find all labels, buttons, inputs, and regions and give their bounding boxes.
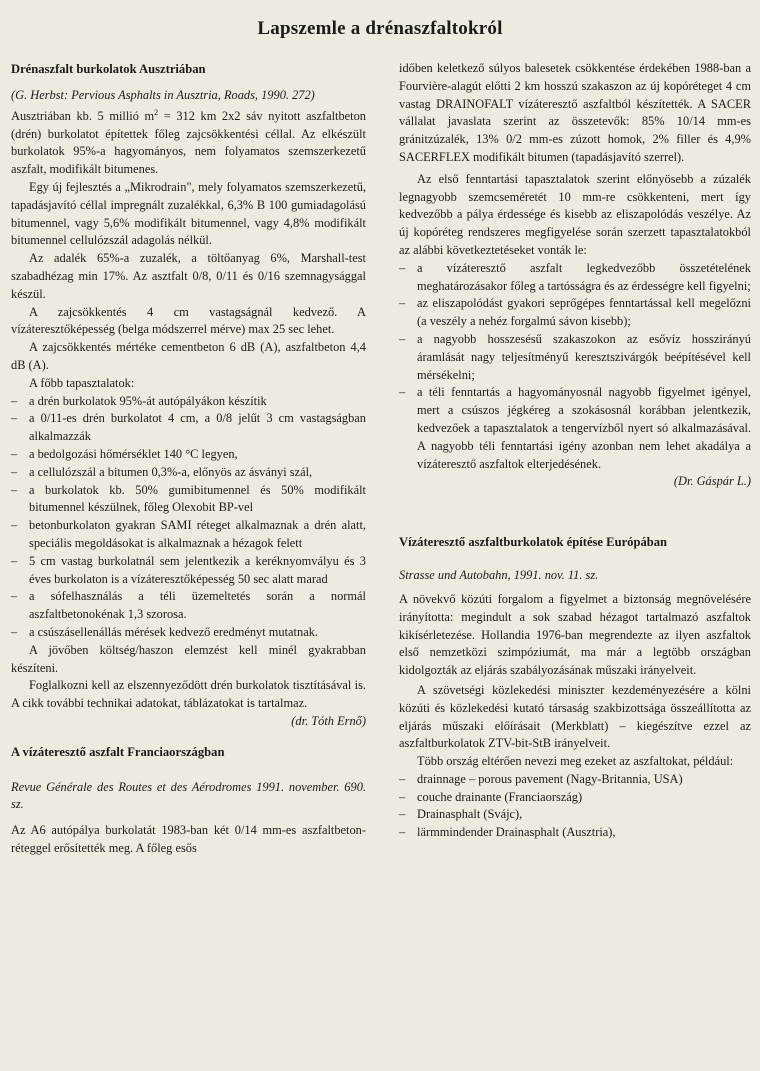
- source-citation: Strasse und Autobahn, 1991. nov. 11. sz.: [399, 568, 599, 583]
- page-title: Lapszemle a drénaszfaltokról: [257, 18, 503, 39]
- paragraph: Az A6 autópálya burkolatát 1983-ban két 0/14 mm-es aszfaltbeton-réteggel erősítették meg. A főleg esős: [11, 823, 366, 856]
- list-item: – a burkolatok kb. 50% gumibitumennel és 50% modifikált bitumennel készülnek, főleg Olexobit BP-vel: [11, 482, 366, 515]
- paragraph: A növekvő közúti forgalom a figyelmet a biztonság megnövelésére irányította: megindult a sok szabad hézagot tartalmazó aszfaltok kikísérletezése. Hollandia 1976-ban megrendezte az ilyen aszfaltok első nemzetközi szimpóziumát, ma már a legtöbb országban kidolgozták az eljárás szabályozásának műszaki irányelveit.: [399, 591, 751, 678]
- list-item: – a bedolgozási hőmérséklet 140 °C legyen,: [11, 446, 238, 461]
- list-item: – a sófelhasználás a téli üzemeltetés során a normál aszfaltbetonokénak 1,3 szorosa.: [11, 589, 366, 622]
- list-item: – a nagyobb hosszesésű szakaszokon az esővíz hosszirányú áramlását nagy teljesítményű keresztszivárgók beépítésével kell mérsékelni;: [399, 331, 751, 382]
- author-signature: (Dr. Gáspár L.): [673, 474, 751, 489]
- paragraph: A zajcsökkentés mértéke cementbeton 6 dB (A), aszfaltbeton 4,4 dB (A).: [11, 340, 366, 372]
- section-heading: A vízáteresztő aszfalt Franciaországban: [11, 744, 225, 759]
- list-item: – az eliszapolódást gyakori seprőgépes fenntartással kell megelőzni (a veszély a nehéz forgalmú sávon kisebb);: [399, 296, 751, 329]
- paragraph: A főbb tapasztalatok:: [29, 375, 135, 390]
- list-item: – a vízáteresztő aszfalt legkedvezőbb összetételének meghatározásakor főleg a tartósságra és az érdességre kell figyelni;: [399, 260, 751, 293]
- list-item: – a téli fenntartás a hagyományosnál nagyobb figyelmet igényel, mert a csúszos jégkéreg a szokásosnál korábban jelentkezik, kedvezőek a tapasztalatok a tengervízből nyert só alkalmazásával. A nagyobb téli fenntartási igény azonban nem lehet akadálya a vízáteresztő aszfaltok elterjedésének.: [399, 385, 751, 471]
- bullet-list: [11, 393, 366, 642]
- list-item: – 5 cm vastag burkolatnál sem jelentkezik a keréknyomvályu és 3 éves burkolaton is a vízáteresztőképesség 50 sec alatt marad: [11, 553, 366, 586]
- list-item: – a drén burkolatok 95%-át autópályákon készítik: [11, 393, 267, 408]
- paragraph: időben keletkező súlyos balesetek csökkentése érdekében 1988-ban a Fourvière-alagút előtti 2 km hosszú szakaszon az új kopóréteget 4 cm vastag DRAINOFALT vízáteresztő aszfaltból készítették. A SACER vállalat javaslata szerint az összetevők: 85% 10/14 mm-es gránitzúzalék, 13% 0/2 mm-es zúzott homok, 2% filler és 4,9% SACERFLEX modifikált bitumen (tapadásjavító szerrel).: [399, 61, 751, 164]
- paragraph: Az adalék 65%-a zuzalék, a töltőanyag 6%, Marshall-test szabadhézag min 17%. Az asztfalt 0/8, 0/11 és 0/16 szemnagysággal készül.: [11, 251, 366, 301]
- list-item: – a 0/11-es drén burkolatot 4 cm, a 0/8 jelűt 3 cm vastagságban alkalmazzák: [11, 411, 366, 444]
- author-signature: (dr. Tóth Ernő): [291, 713, 366, 728]
- list-item: – Drainasphalt (Svájc),: [399, 807, 523, 822]
- paragraph: Több ország eltérően nevezi meg ezeket az aszfaltokat, például:: [417, 754, 734, 769]
- paragraph: Az első fenntartási tapasztalatok szerint előnyösebb a zúzalék legnagyobb szemcseméretét 10 mm-re csökkenteni, mert így kedvezőbb a pálya érdessége és kisebb az eliszapolódás veszélye. Az új kopóréteg rendszeres megfigyelése során szerzett tapasztalatokból az alábbi következtetéseket vonták le:: [399, 171, 751, 257]
- paragraph: Egy új fejlesztés a „Mikrodrain", mely folyamatos szemszerkezetű, tapadásjavító céllal impregnált zuzalékkal, 6,3% B 100 gumiadagolású bitumennel, vagy 5,6% modifikált bitumennel, vagy 4,8% modifikált bitumennel cellulózszál adagolás nélkül.: [11, 179, 366, 248]
- list-item: – drainnage – porous pavement (Nagy-Britannia, USA): [399, 771, 683, 786]
- paragraph: A szövetségi közlekedési miniszter kezdeményezésére a kölni közúti és közlekedési kutató társaság szakbizottsága összeállította az eljárás műszaki előírásait (Merkblatt) – kiegészítve ezzel az aszfaltburkolatok ZTV-bit-StB irányelveit.: [399, 682, 751, 751]
- bullet-list: [399, 771, 751, 842]
- list-item: – a cellulózszál a bitumen 0,3%-a, előnyös az ásványi szál,: [11, 464, 313, 479]
- left-column: [11, 60, 366, 858]
- list-item: – a csúszásellenállás mérések kedvező eredményt mutatnak.: [11, 624, 318, 639]
- paragraph: Ausztriában kb. 5 millió $m^2 = 312$ km 2x2 sáv nyitott aszfaltbeton (drén) burkolatot építettek főleg zajcsökkentési céllal. Az elkészült burkolatok 95%-a hagyományos, nem folyamatos szemszerkezetű aszfalt, modifikált bitumenes.: [11, 107, 366, 177]
- right-column: [399, 60, 751, 842]
- list-item: – betonburkolaton gyakran SAMI réteget alkalmaznak a drén alatt, speciális megoldásokat is alkalmaznak a hézagok felett: [11, 518, 366, 550]
- section-heading: Drénaszfalt burkolatok Ausztriában: [11, 62, 206, 76]
- source-citation: (G. Herbst: Pervious Asphalts in Ausztria, Roads, 1990. 272): [11, 88, 315, 102]
- paragraph: A zajcsökkentés 4 cm vastagságnál kedvező. A vízáteresztőképesség (belga módszerrel mérve) max 25 sec lehet.: [11, 304, 366, 337]
- paragraph: Foglalkozni kell az elszennyeződött drén burkolatok tisztításával is. A cikk további technikai adatokat, táblázatokat is tartalmaz.: [11, 678, 366, 711]
- list-item: – lärmmindender Drainasphalt (Ausztria),: [399, 825, 616, 840]
- bullet-list: [399, 260, 751, 474]
- source-citation: Revue Générale des Routes et des Aérodromes 1991. november. 690. sz.: [11, 779, 366, 812]
- section-heading: Vízáteresztő aszfaltburkolatok építése Európában: [399, 535, 668, 550]
- list-item: – couche drainante (Franciaország): [399, 789, 583, 804]
- paragraph: A jövőben költség/haszon elemzést kell minél gyakrabban készíteni.: [11, 642, 366, 675]
